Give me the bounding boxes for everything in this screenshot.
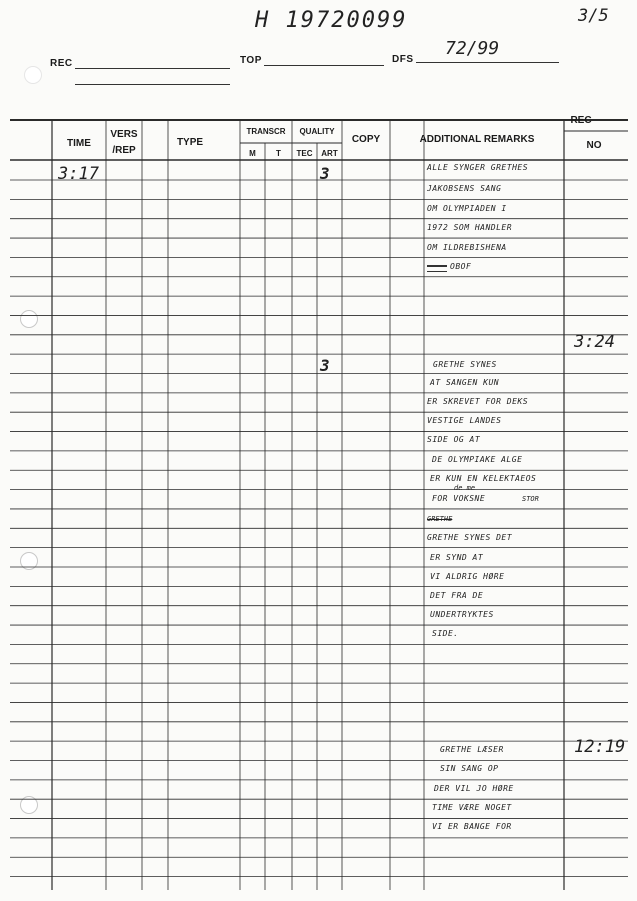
col-tec-header: TEC xyxy=(296,149,313,158)
remark-line: VESTIGE LANDES xyxy=(427,416,502,425)
remark-line: GRETHE SYNES DET xyxy=(427,533,513,542)
col-type-header: TYPE xyxy=(176,137,204,148)
remark-line: VI ER BANGE FOR xyxy=(432,822,512,831)
col-art-header: ART xyxy=(321,149,338,158)
remark-line: GRETHE SYNES xyxy=(433,360,497,369)
remark-line: SIN SANG OP xyxy=(440,764,499,773)
col-vers-header: VERS xyxy=(110,129,138,140)
remark-line: OM OLYMPIADEN I xyxy=(427,204,507,213)
page-fraction: 3/5 xyxy=(578,6,609,26)
col-rec-header: REC xyxy=(570,115,592,126)
remark-line: ALLE SYNGER GRETHES xyxy=(427,163,529,172)
remark-line: ER KUN EN KELEKTAEOS xyxy=(430,474,537,483)
remark-line: OBOF xyxy=(450,262,472,271)
entry-1-time: 3:17 xyxy=(58,164,99,184)
top-label: TOP xyxy=(240,55,262,66)
col-time-header: TIME xyxy=(67,138,91,149)
col-copy-header: COPY xyxy=(351,134,381,145)
remark-line: DER VIL JO HØRE xyxy=(434,784,514,793)
remark-line: JAKOBSENS SANG xyxy=(427,184,502,193)
col-rep-header: /REP xyxy=(112,145,136,156)
entry-2-rec-number: 3:24 xyxy=(574,332,615,352)
dfs-label: DFS xyxy=(392,54,414,65)
remark-line: UNDERTRYKTES xyxy=(430,610,494,619)
entry-3-rec-number: 12:19 xyxy=(574,737,626,757)
remark-line: VI ALDRIG HØRE xyxy=(430,572,505,581)
remark-line: ER SYND AT xyxy=(430,553,484,562)
col-no-header: NO xyxy=(586,140,602,151)
col-remarks-header: ADDITIONAL REMARKS xyxy=(419,134,535,145)
remark-line: DE OLYMPIAKE ALGE xyxy=(432,455,523,464)
remark-line: 1972 SOM HANDLER xyxy=(427,223,513,232)
remark-line: SIDE OG AT xyxy=(427,435,481,444)
dfs-value: 72/99 xyxy=(445,38,500,59)
entry-1-quality: 3 xyxy=(320,164,330,183)
entry-2-quality: 3 xyxy=(320,356,330,375)
remark-crossed-line: GRETHE xyxy=(427,515,453,523)
remark-inline-note: STOR xyxy=(522,495,539,503)
col-transcr-header: TRANSCR xyxy=(246,127,286,136)
col-quality-header: QUALITY xyxy=(299,127,335,136)
remark-line: ER SKREVET FOR DEKS xyxy=(427,397,529,406)
col-m-header: M xyxy=(249,149,256,158)
remark-superscript: de me xyxy=(454,484,476,492)
remark-line: AT SANGEN KUN xyxy=(430,378,500,387)
remark-line: TIME VÆRE NOGET xyxy=(432,803,512,812)
remark-line: FOR VOKSNE xyxy=(432,494,486,503)
remark-line: GRETHE LÆSER xyxy=(440,745,504,754)
remark-line: SIDE. xyxy=(432,629,459,638)
scribble-strikeout xyxy=(427,265,447,272)
col-t-header: T xyxy=(276,149,281,158)
document-id: H 19720099 xyxy=(255,8,408,33)
remark-line: DET FRA DE xyxy=(430,591,484,600)
remark-line: OM ILDREBISHENA xyxy=(427,243,507,252)
rec-label: REC xyxy=(50,58,73,69)
